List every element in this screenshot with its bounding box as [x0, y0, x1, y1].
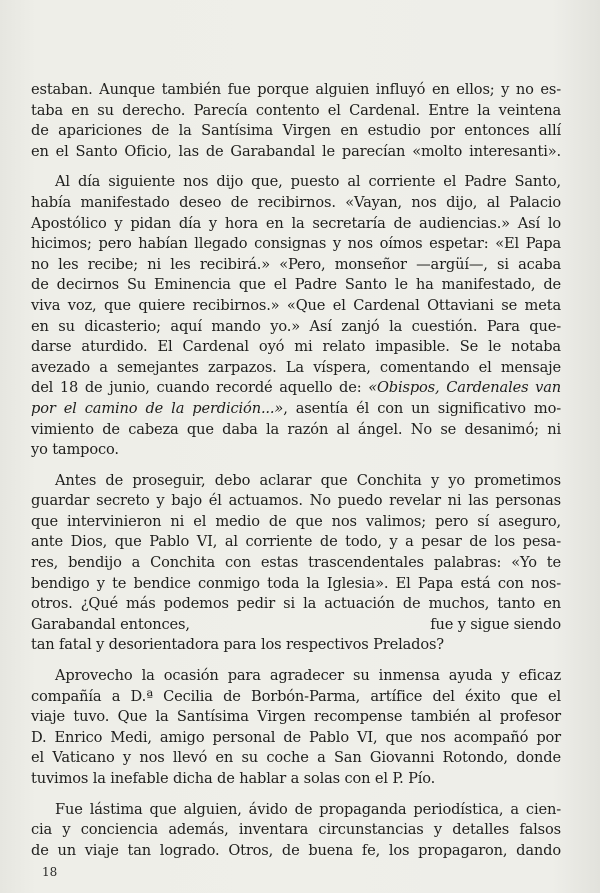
italic-quote: «Obispos, Cardenales van — [368, 379, 562, 397]
text-line: viva voz, que quiere recibirnos.» «Que el Cardenal Ottaviani se meta — [31, 296, 561, 314]
text-line: en su dicasterio; aquí mando yo.» Así zanjó la cuestión. Para que- — [31, 317, 561, 335]
text-run: fue y sigue siendo — [430, 615, 561, 633]
text-line: había manifestado deseo de recibirnos. «Vayan, nos dijo, al Palacio — [31, 193, 561, 211]
text-line: Apostólico y pidan día y hora en la secretaría de audiencias.» Así lo — [31, 214, 561, 232]
paragraph-4 — [31, 666, 561, 790]
paragraph-3 — [31, 471, 561, 656]
text-line: no les recibe; ni les recibirá.» «Pero, monseñor —argüí—, si acaba — [31, 255, 561, 273]
page-number: 18 — [42, 865, 58, 879]
text-line: Aprovecho la ocasión para agradecer su inmensa ayuda y eficaz — [55, 667, 561, 685]
text-line: viaje tuvo. Que la Santísima Virgen recompense también al profesor — [31, 708, 561, 726]
text-line: darse aturdido. El Cardenal oyó mi relato impasible. Se le notaba — [31, 338, 561, 356]
text-line: Al día siguiente nos dijo que, puesto al corriente el Padre Santo, — [55, 173, 561, 191]
text-line: compañía a D.ª Cecilia de Borbón-Parma, artífice del éxito que el — [31, 687, 561, 705]
text-line: Antes de proseguir, debo aclarar que Conchita y yo prometimos — [55, 471, 561, 489]
text-line: taba en su derecho. Parecía contento el Cardenal. Entre la veintena — [31, 101, 561, 119]
text-line: vimiento de cabeza que daba la razón al ángel. No se desanimó; ni — [31, 420, 561, 438]
text-line — [31, 399, 561, 420]
paragraph-2 — [31, 172, 561, 460]
text-line: res, bendijo a Conchita con estas trascendentales palabras: «Yo te — [31, 554, 561, 572]
text-line: bendigo y te bendice conmigo toda la Iglesia». El Papa está con nos- — [31, 574, 561, 592]
text-line: yo tampoco. — [31, 441, 119, 459]
text-run: del 18 de junio, cuando recordé aquello de: — [31, 379, 369, 397]
text-line: avezado a semejantes zarpazos. La víspera, comentando el mensaje — [31, 358, 561, 376]
text-line: de un viaje tan logrado. Otros, de buena fe, los propagaron, dando — [31, 841, 561, 859]
text-line: de decirnos Su Eminencia que el Padre Santo le ha manifestado, de — [31, 276, 561, 294]
text-line: tan fatal y desorientadora para los respectivos Prelados? — [31, 636, 444, 654]
text-run: , asentía él con un significativo mo- — [283, 399, 561, 417]
paragraph-5 — [31, 800, 561, 862]
text-line: ante Dios, que Pablo VI, al corriente de todo, y a pesar de los pesa- — [31, 533, 561, 551]
body-text — [31, 80, 561, 871]
text-line: tuvimos la inefable dicha de hablar a solas con el P. Pío. — [31, 770, 436, 787]
text-line: Fue lástima que alguien, ávido de propaganda periodística, a cien- — [55, 800, 561, 818]
paragraph-1 — [31, 80, 561, 162]
text-line: cia y conciencia además, inventara circunstancias y detalles falsos — [31, 821, 561, 839]
text-line — [31, 615, 561, 636]
text-line — [31, 378, 561, 399]
text-line: otros. ¿Qué más podemos pedir si la actuación de muchos, tanto en — [31, 595, 561, 613]
italic-quote: por el camino de la perdición...» — [31, 399, 284, 417]
text-line: D. Enrico Medi, amigo personal de Pablo VI, que nos acompañó por — [31, 728, 561, 746]
text-line: guardar secreto y bajo él actuamos. No puedo revelar ni las personas — [31, 492, 561, 510]
text-line: estaban. Aunque también fue porque alguien influyó en ellos; y no es- — [31, 81, 561, 98]
text-line: en el Santo Oficio, las de Garabandal le parecían «molto interesanti». — [31, 142, 561, 160]
text-run: Garabandal entonces, — [31, 615, 190, 633]
text-line: que intervinieron ni el medio de que nos valimos; pero sí aseguro, — [31, 512, 561, 530]
text-line: el Vaticano y nos llevó en su coche a San Giovanni Rotondo, donde — [31, 749, 561, 767]
text-line: de apariciones de la Santísima Virgen en estudio por entonces allí — [31, 122, 561, 140]
text-line: hicimos; pero habían llegado consignas y nos oímos espetar: «El Papa — [31, 235, 561, 253]
